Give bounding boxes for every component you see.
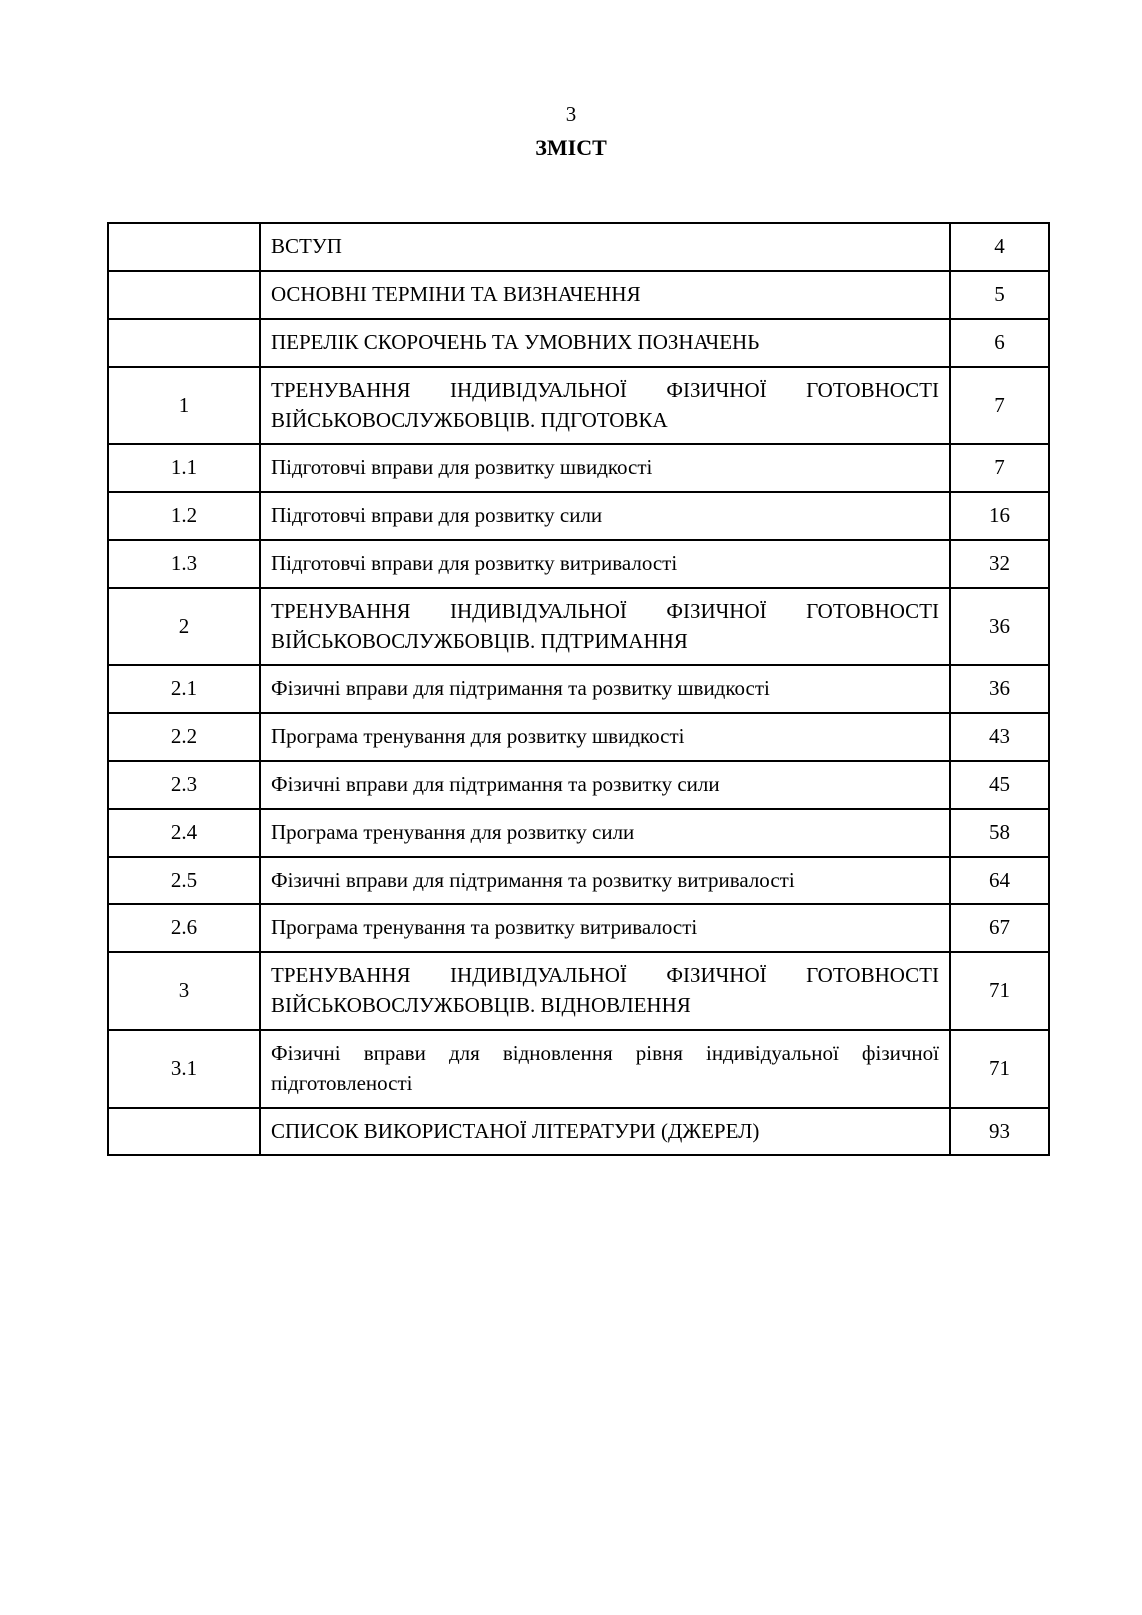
toc-row-title: ОСНОВНІ ТЕРМІНИ ТА ВИЗНАЧЕННЯ <box>260 271 950 319</box>
toc-table <box>107 222 1050 1156</box>
toc-row-number: 3 <box>108 952 260 1030</box>
toc-row-number <box>108 223 260 271</box>
toc-row-page: 7 <box>950 367 1049 445</box>
toc-row <box>108 588 1049 666</box>
toc-row-number: 2 <box>108 588 260 666</box>
toc-row-title: Фізичні вправи для відновлення рівня індивідуальної фізичної підготовленості <box>260 1030 950 1108</box>
toc-row-number: 1.3 <box>108 540 260 588</box>
toc-row-page: 64 <box>950 857 1049 905</box>
toc-row <box>108 761 1049 809</box>
toc-row-number: 2.6 <box>108 904 260 952</box>
toc-row-title: ВСТУП <box>260 223 950 271</box>
toc-row-number <box>108 271 260 319</box>
toc-row-page: 93 <box>950 1108 1049 1156</box>
toc-row <box>108 271 1049 319</box>
toc-row-number: 2.4 <box>108 809 260 857</box>
toc-row <box>108 809 1049 857</box>
toc-row-page: 43 <box>950 713 1049 761</box>
toc-row-title: Підготовчі вправи для розвитку швидкості <box>260 444 950 492</box>
toc-row-number: 1.2 <box>108 492 260 540</box>
toc-row <box>108 492 1049 540</box>
toc-row-number <box>108 319 260 367</box>
toc-row-number: 2.2 <box>108 713 260 761</box>
toc-row <box>108 223 1049 271</box>
toc-row-page: 36 <box>950 588 1049 666</box>
toc-row <box>108 857 1049 905</box>
toc-row <box>108 952 1049 1030</box>
toc-row <box>108 444 1049 492</box>
toc-row-number: 3.1 <box>108 1030 260 1108</box>
toc-row <box>108 540 1049 588</box>
toc-row-page: 71 <box>950 952 1049 1030</box>
toc-row-page: 16 <box>950 492 1049 540</box>
toc-row-number <box>108 1108 260 1156</box>
toc-row-title: ТРЕНУВАННЯ ІНДИВІДУАЛЬНОЇ ФІЗИЧНОЇ ГОТОВНОСТІ ВІЙСЬКОВОСЛУЖБОВЦІВ. ВІДНОВЛЕННЯ <box>260 952 950 1030</box>
toc-row <box>108 713 1049 761</box>
toc-row-title: Фізичні вправи для підтримання та розвитку сили <box>260 761 950 809</box>
toc-row <box>108 319 1049 367</box>
toc-row <box>108 1108 1049 1156</box>
toc-row-page: 36 <box>950 665 1049 713</box>
toc-row-title: ТРЕНУВАННЯ ІНДИВІДУАЛЬНОЇ ФІЗИЧНОЇ ГОТОВНОСТІ ВІЙСЬКОВОСЛУЖБОВЦІВ. ПДТРИМАННЯ <box>260 588 950 666</box>
toc-row-title: Фізичні вправи для підтримання та розвитку витривалості <box>260 857 950 905</box>
toc-row-number: 1.1 <box>108 444 260 492</box>
toc-row-title: Програма тренування для розвитку швидкості <box>260 713 950 761</box>
toc-table-body <box>108 223 1049 1155</box>
toc-row-page: 67 <box>950 904 1049 952</box>
toc-row-number: 1 <box>108 367 260 445</box>
toc-row-page: 6 <box>950 319 1049 367</box>
toc-row-page: 7 <box>950 444 1049 492</box>
toc-row-title: ПЕРЕЛІК СКОРОЧЕНЬ ТА УМОВНИХ ПОЗНАЧЕНЬ <box>260 319 950 367</box>
toc-row-page: 32 <box>950 540 1049 588</box>
toc-row-page: 45 <box>950 761 1049 809</box>
toc-row-page: 4 <box>950 223 1049 271</box>
toc-row <box>108 665 1049 713</box>
toc-row-number: 2.5 <box>108 857 260 905</box>
toc-row-title: Програма тренування та розвитку витривалості <box>260 904 950 952</box>
toc-row-page: 71 <box>950 1030 1049 1108</box>
toc-row-title: Підготовчі вправи для розвитку сили <box>260 492 950 540</box>
toc-row-title: СПИСОК ВИКОРИСТАНОЇ ЛІТЕРАТУРИ (ДЖЕРЕЛ) <box>260 1108 950 1156</box>
toc-row-title: Фізичні вправи для підтримання та розвитку швидкості <box>260 665 950 713</box>
toc-row-page: 58 <box>950 809 1049 857</box>
toc-row-page: 5 <box>950 271 1049 319</box>
toc-row-title: Підготовчі вправи для розвитку витривалості <box>260 540 950 588</box>
toc-row-number: 2.1 <box>108 665 260 713</box>
toc-row <box>108 904 1049 952</box>
page-title: ЗМІСТ <box>535 135 607 161</box>
toc-row-title: ТРЕНУВАННЯ ІНДИВІДУАЛЬНОЇ ФІЗИЧНОЇ ГОТОВНОСТІ ВІЙСЬКОВОСЛУЖБОВЦІВ. ПДГОТОВКА <box>260 367 950 445</box>
page-number: 3 <box>565 102 577 126</box>
toc-row-number: 2.3 <box>108 761 260 809</box>
toc-row-title: Програма тренування для розвитку сили <box>260 809 950 857</box>
toc-row <box>108 367 1049 445</box>
toc-row <box>108 1030 1049 1108</box>
